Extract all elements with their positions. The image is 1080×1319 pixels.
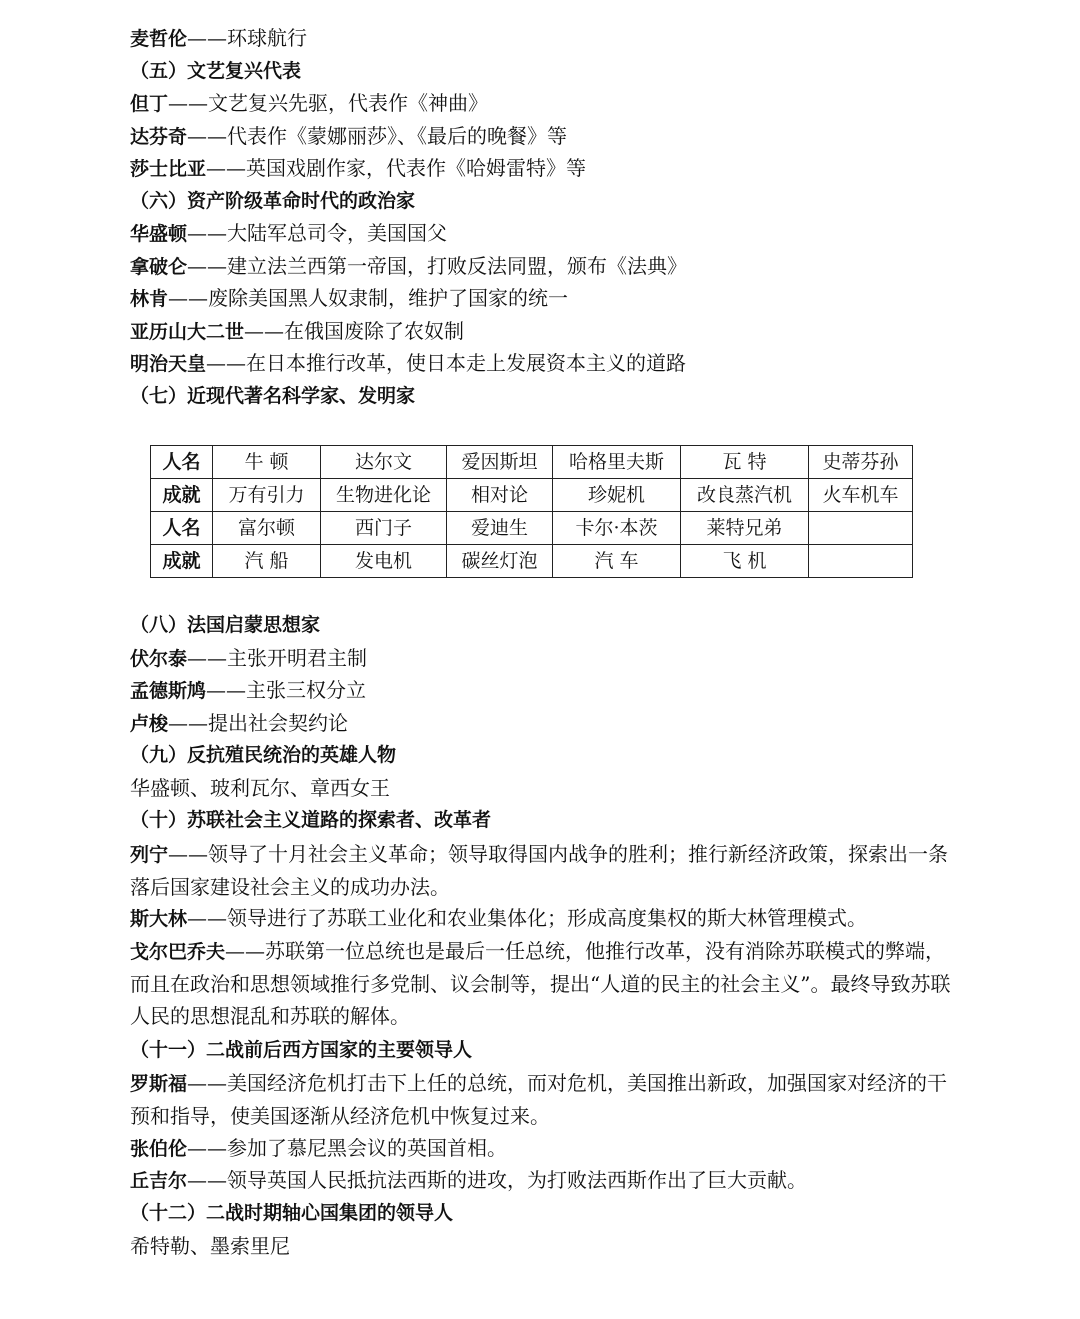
entry-chamberlain: 张伯伦——参加了慕尼黑会议的英国首相。 [130,1136,508,1160]
section-heading-6: （六）资产阶级革命时代的政治家 [130,190,416,212]
table-row [151,512,913,545]
section-heading-12: （十二）二战时期轴心国集团的领导人 [130,1202,454,1224]
table-row [151,479,913,512]
scientists-table [150,445,913,578]
section-heading-8: （八）法国启蒙思想家 [130,614,321,636]
section-heading-9: （九）反抗殖民统治的英雄人物 [130,744,397,766]
section-heading-7: （七）近现代著名科学家、发明家 [130,385,416,407]
table-cell: 爱迪生 [447,512,553,545]
table-cell: 发电机 [321,545,447,578]
entry-lenin: 列宁——领导了十月社会主义革命；领导取得国内战争的胜利；推行新经济政策，探索出一条落后国家建设社会主义的成功办法。 [130,842,949,899]
row-label-name: 人名 [151,512,213,545]
section-heading-5: （五）文艺复兴代表 [130,60,302,82]
table-cell [809,545,913,578]
table-row [151,545,913,578]
table-cell: 飞 机 [681,545,809,578]
table-cell: 相对论 [447,479,553,512]
table-cell: 史蒂芬孙 [809,446,913,479]
table-cell: 瓦 特 [681,446,809,479]
row-label-achievement: 成就 [151,545,213,578]
entry-shakespeare: 莎士比亚——英国戏剧作家，代表作《哈姆雷特》等 [130,156,587,180]
table-cell: 爱因斯坦 [447,446,553,479]
entry-meiji: 明治天皇——在日本推行改革，使日本走上发展资本主义的道路 [130,351,687,375]
section-heading-11: （十一）二战前后西方国家的主要领导人 [130,1039,473,1061]
table-cell: 火车机车 [809,479,913,512]
entry-rousseau: 卢梭——提出社会契约论 [130,711,349,735]
entry-gorbachev: 戈尔巴乔夫——苏联第一位总统也是最后一任总统，他推行改革，没有消除苏联模式的弊端，而且在政治和思想领域推行多党制、议会制等，提出“人道的民主的社会主义”。最终导致苏联人民的思想混乱和苏联的解体。 [130,939,951,1028]
entry-roosevelt: 罗斯福——美国经济危机打击下上任的总统，而对危机，美国推出新政，加强国家对经济的干预和指导，使美国逐渐从经济危机中恢复过来。 [130,1071,948,1128]
table-cell: 珍妮机 [553,479,681,512]
table-cell: 生物进化论 [321,479,447,512]
entry-da-vinci: 达芬奇——代表作《蒙娜丽莎》、《最后的晚餐》等 [130,124,568,148]
table-row [151,446,913,479]
entry-churchill: 丘吉尔——领导英国人民抵抗法西斯的进攻，为打败法西斯作出了巨大贡献。 [130,1168,808,1192]
row-label-name: 人名 [151,446,213,479]
entry-washington: 华盛顿——大陆军总司令，美国国父 [130,221,448,245]
table-cell: 富尔顿 [213,512,321,545]
entry-napoleon: 拿破仑——建立法兰西第一帝国，打败反法同盟，颁布《法典》 [130,254,688,278]
table-cell: 牛 顿 [213,446,321,479]
row-label-achievement: 成就 [151,479,213,512]
table-cell: 莱特兄弟 [681,512,809,545]
entry-voltaire: 伏尔泰——主张开明君主制 [130,646,368,670]
table-cell: 改良蒸汽机 [681,479,809,512]
entry-lincoln: 林肯——废除美国黑人奴隶制，维护了国家的统一 [130,286,569,310]
entry-montesquieu: 孟德斯鸠——主张三权分立 [130,678,367,702]
entry-magellan: 麦哲伦——环球航行 [130,26,308,50]
table-cell: 达尔文 [321,446,447,479]
section-heading-10: （十）苏联社会主义道路的探索者、改革者 [130,809,492,831]
table-cell: 哈格里夫斯 [553,446,681,479]
table-cell: 万有引力 [213,479,321,512]
table-cell: 西门子 [321,512,447,545]
entry-dante: 但丁——文艺复兴先驱，代表作《神曲》 [130,91,489,115]
table-cell: 汽 船 [213,545,321,578]
entry-stalin: 斯大林——领导进行了苏联工业化和农业集体化；形成高度集权的斯大林管理模式。 [130,906,868,930]
table-cell: 碳丝灯泡 [447,545,553,578]
table-cell: 卡尔·本茨 [553,512,681,545]
entry-alexander-ii: 亚历山大二世——在俄国废除了农奴制 [130,319,465,343]
table-cell: 汽 车 [553,545,681,578]
anticolonial-heroes: 华盛顿、玻利瓦尔、章西女王 [130,776,390,800]
table-cell [809,512,913,545]
axis-leaders: 希特勒、墨索里尼 [130,1234,290,1258]
